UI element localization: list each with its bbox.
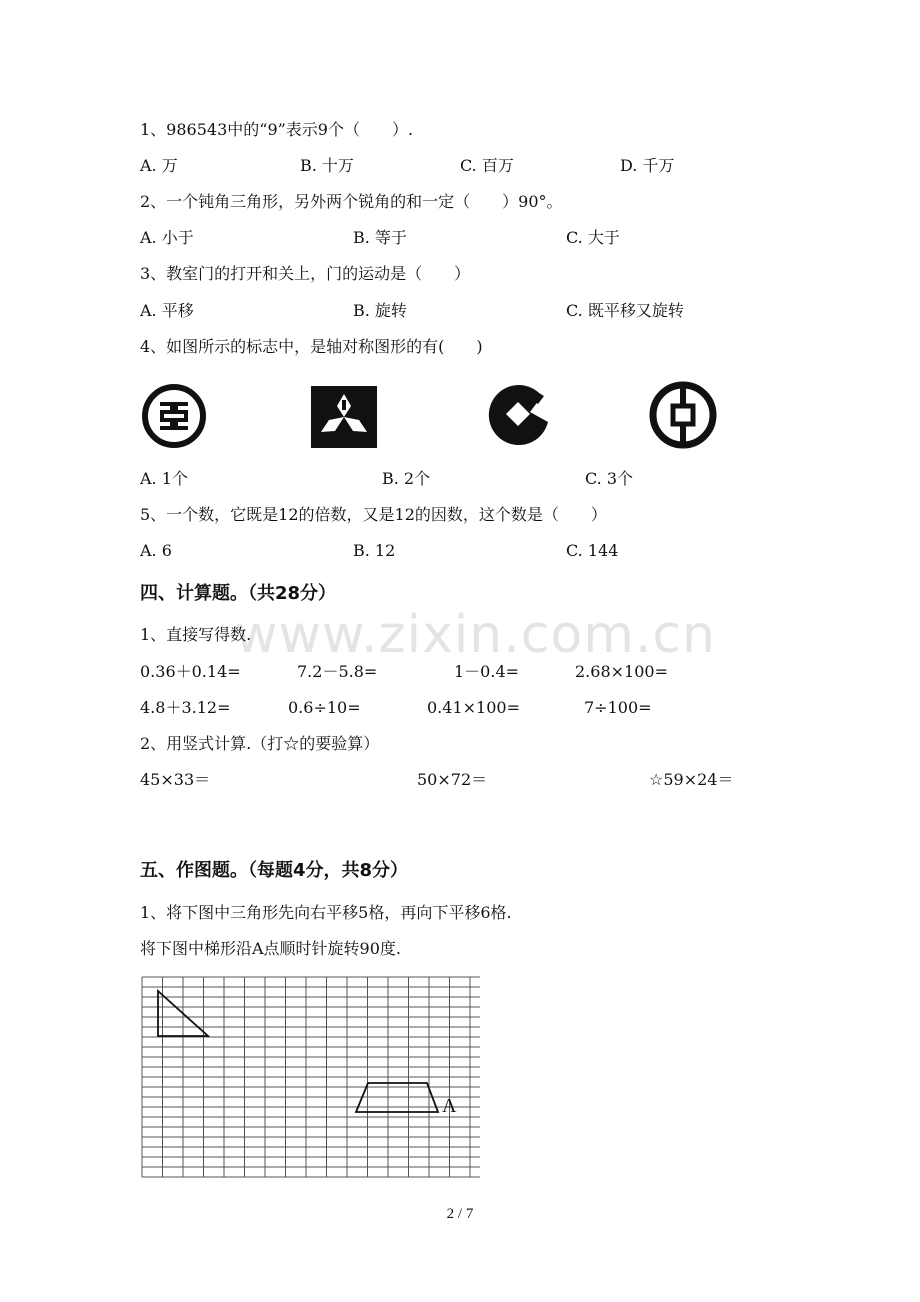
section5-sub2: 将下图中梯形沿A点顺时针旋转90度. bbox=[140, 939, 402, 958]
q4-option-c: C. 3个 bbox=[585, 469, 634, 488]
drawing-grid bbox=[140, 975, 480, 1180]
vertical-calc-item: 50×72＝ bbox=[417, 770, 488, 789]
calc-item: 0.41×100= bbox=[427, 698, 520, 717]
section4-sub1: 1、直接写得数. bbox=[140, 625, 252, 644]
q2-option-a: A. 小于 bbox=[140, 228, 194, 247]
q2-option-c: C. 大于 bbox=[566, 228, 620, 247]
q4-stem: 4、如图所示的标志中，是轴对称图形的有( ) bbox=[140, 337, 483, 356]
q5-option-a: A. 6 bbox=[140, 541, 172, 560]
q5-option-b: B. 12 bbox=[353, 541, 396, 560]
q2-stem: 2、一个钝角三角形，另外两个锐角的和一定（ ）90°。 bbox=[140, 192, 563, 211]
point-a-label: A bbox=[442, 1095, 457, 1117]
q4-option-a: A. 1个 bbox=[140, 469, 188, 488]
q3-option-c: C. 既平移又旋转 bbox=[566, 301, 684, 320]
section5-title: 五、作图题。（每题4分，共8分） bbox=[140, 860, 409, 881]
calc-item: 0.6÷10= bbox=[288, 698, 361, 717]
coin-logo-icon bbox=[648, 380, 718, 450]
calc-item: 2.68×100= bbox=[575, 662, 668, 681]
section5-sub1: 1、将下图中三角形先向右平移5格，再向下平移6格. bbox=[140, 903, 512, 922]
calc-item: 0.36＋0.14= bbox=[140, 662, 241, 681]
q1-option-b: B. 十万 bbox=[300, 156, 354, 175]
q1-stem: 1、986543中的“9”表示9个（ ）. bbox=[140, 120, 414, 139]
bank-logo-icon bbox=[138, 383, 210, 449]
q4-option-b: B. 2个 bbox=[382, 469, 431, 488]
circle-diamond-logo-icon bbox=[484, 382, 556, 448]
q3-stem: 3、教室门的打开和关上，门的运动是（ ） bbox=[140, 264, 471, 283]
page-number: 2 / 7 bbox=[446, 1206, 474, 1222]
q1-option-c: C. 百万 bbox=[460, 156, 514, 175]
watermark: www.zixin.com.cn bbox=[235, 605, 716, 665]
calc-item: 7÷100= bbox=[584, 698, 652, 717]
vertical-calc-item: 45×33＝ bbox=[140, 770, 211, 789]
vertical-calc-item: ☆59×24＝ bbox=[649, 770, 734, 789]
flower-logo-icon bbox=[311, 386, 377, 448]
q5-stem: 5、一个数，它既是12的倍数，又是12的因数，这个数是（ ） bbox=[140, 505, 607, 524]
calc-item: 4.8＋3.12= bbox=[140, 698, 231, 717]
q5-option-c: C. 144 bbox=[566, 541, 619, 560]
q1-option-d: D. 千万 bbox=[620, 156, 675, 175]
q3-option-b: B. 旋转 bbox=[353, 301, 407, 320]
q2-option-b: B. 等于 bbox=[353, 228, 407, 247]
section4-title: 四、计算题。（共28分） bbox=[140, 583, 337, 604]
q1-option-a: A. 万 bbox=[140, 156, 178, 175]
calc-item: 1－0.4= bbox=[454, 662, 520, 681]
q3-option-a: A. 平移 bbox=[140, 301, 194, 320]
calc-item: 7.2－5.8= bbox=[297, 662, 378, 681]
section4-sub2: 2、用竖式计算.（打☆的要验算） bbox=[140, 734, 380, 753]
